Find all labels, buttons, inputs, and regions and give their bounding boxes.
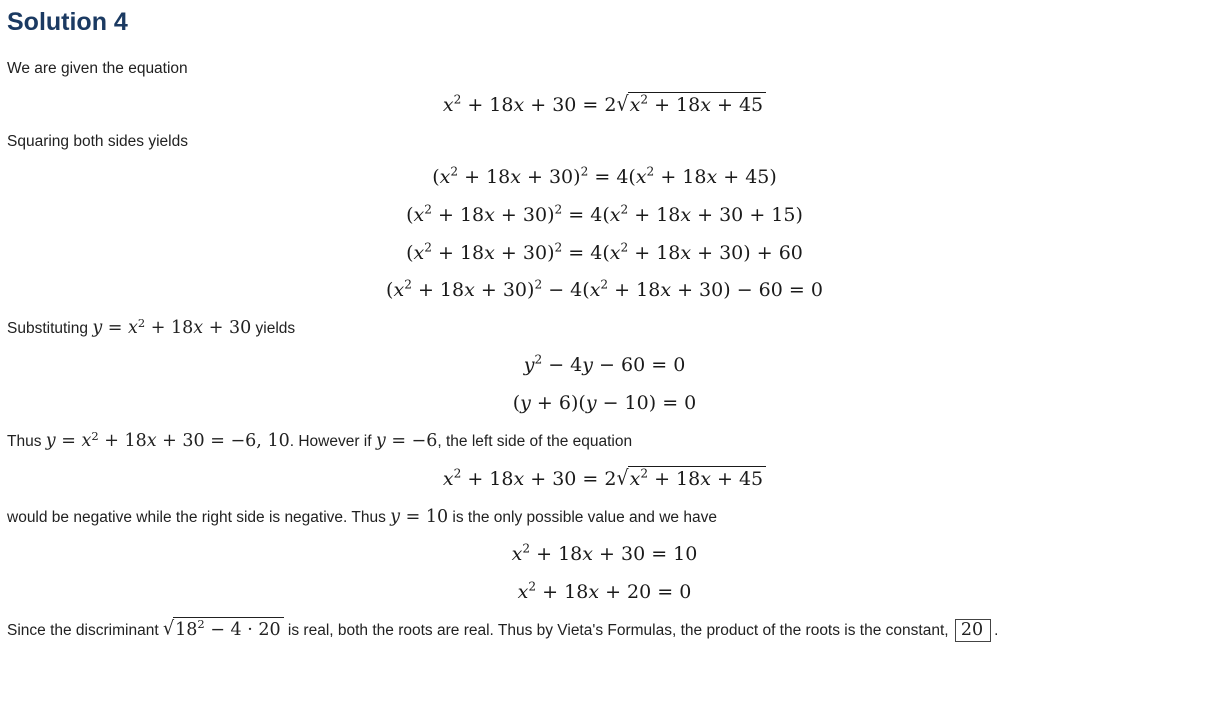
math-superscript: 2 (450, 165, 459, 179)
math-variable: x (193, 317, 204, 338)
math-number: 6 (245, 430, 257, 451)
math-superscript: 2 (424, 240, 432, 255)
math-operator: = (651, 580, 680, 603)
math-number: 18 (171, 317, 194, 338)
math-superscript: 2 (580, 165, 589, 179)
math-operator: + (717, 166, 746, 189)
math-operator: + (648, 467, 677, 490)
math-operator: ( (406, 203, 414, 226)
math-superscript: 2 (600, 277, 609, 292)
math-operator: + (203, 317, 229, 338)
intro-paragraph (7, 58, 1202, 80)
math-number: 30 (719, 241, 744, 264)
math-number: 4 (590, 203, 603, 226)
text-segment: yields (251, 319, 296, 337)
math-operator: · (241, 620, 259, 641)
sqrt-radical (616, 466, 766, 493)
equation-y-factored (7, 391, 1202, 417)
math-number: 10 (267, 430, 290, 451)
math-superscript: 2 (404, 277, 412, 292)
math-number: 0 (673, 354, 686, 377)
boxed-answer (955, 619, 991, 642)
math-operator: − (542, 354, 571, 377)
math-operator: ( (582, 279, 590, 302)
math-variable: x (700, 94, 711, 117)
math-operator: = (204, 430, 231, 451)
math-number: 4 (616, 166, 629, 189)
math-number: 30 (699, 279, 724, 302)
math-operator: ) (527, 279, 535, 302)
math-operator: + (458, 166, 487, 189)
math-number: 30 (552, 94, 577, 117)
math-number: 30 (620, 542, 646, 565)
math-variable: y (523, 354, 535, 377)
math-number: 20 (627, 580, 652, 603)
math-variable: x (588, 580, 600, 603)
math-operator: ( (386, 279, 394, 302)
radical-sign: √ (616, 465, 629, 490)
math-number: 18 (175, 620, 198, 641)
math-variable: x (513, 94, 525, 117)
math-operator: + (671, 279, 700, 302)
math-operator: ) (769, 166, 777, 189)
math-operator: + (536, 580, 565, 603)
math-number: 30 (552, 467, 577, 490)
math-superscript: 2 (528, 579, 537, 594)
math-operator: + (461, 94, 490, 117)
math-operator: − (593, 354, 621, 377)
equation-original (7, 92, 1202, 119)
math-number: 4 (570, 354, 583, 377)
math-operator: + (530, 542, 559, 565)
equation-squared (7, 165, 1202, 191)
math-operator: + (592, 542, 621, 565)
math-number: 30 (182, 430, 205, 451)
math-number: 20 (960, 620, 984, 641)
math-operator: + (431, 203, 460, 226)
math-operator: ) (795, 203, 803, 226)
math-number: 6 (558, 391, 571, 414)
math-operator: = (562, 241, 591, 264)
math-variable: x (629, 94, 641, 117)
math-number: 15 (771, 203, 796, 226)
math-operator: ( (512, 391, 521, 414)
text-segment: , the left side of the equation (437, 432, 633, 450)
math-operator: + (648, 94, 677, 117)
math-operator: = (782, 279, 811, 302)
math-variable: x (609, 241, 621, 264)
math-operator: + (628, 203, 657, 226)
text-segment: Squaring both sides yields (7, 132, 188, 150)
sqrt-radical (616, 92, 766, 119)
math-variable: x (660, 279, 672, 302)
math-number: 18 (676, 94, 701, 117)
math-number: 18 (676, 467, 701, 490)
math-variable: x (706, 166, 718, 189)
math-superscript: 2 (424, 202, 432, 217)
math-operator: + (691, 241, 720, 264)
math-operator: = (385, 430, 412, 451)
math-variable: y (582, 354, 593, 377)
math-operator: , (256, 430, 268, 451)
math-operator: = (576, 467, 605, 490)
math-number: 18 (636, 279, 661, 302)
math-number: 10 (624, 391, 649, 414)
math-operator: + (710, 94, 739, 117)
math-number: 18 (124, 430, 147, 451)
math-operator: + (494, 203, 523, 226)
math-operator: = (400, 506, 426, 527)
solution-heading: Solution 4 (7, 8, 128, 36)
math-operator: + (524, 94, 553, 117)
math-variable: x (700, 467, 711, 490)
equation-y-equals-10 (7, 542, 1202, 568)
math-operator: ( (406, 241, 414, 264)
math-number: 60 (758, 279, 783, 302)
math-variable: x (680, 203, 692, 226)
equation-split-constant (7, 203, 1202, 229)
math-superscript: 2 (137, 315, 146, 330)
math-operator: − (204, 620, 231, 641)
math-operator: + (743, 203, 772, 226)
math-operator: + (524, 467, 553, 490)
math-operator: − (730, 279, 759, 302)
math-number: 6 (426, 430, 438, 451)
math-superscript: 2 (640, 466, 649, 481)
radical-sign: √ (162, 618, 175, 640)
math-variable: x (128, 317, 138, 338)
math-number: 18 (489, 94, 514, 117)
math-number: 4 (230, 620, 242, 641)
squaring-paragraph (7, 131, 1202, 153)
math-number: 18 (564, 580, 589, 603)
math-operator: + (474, 279, 503, 302)
equation-final-quadratic (7, 580, 1202, 606)
math-number: 2 (604, 94, 617, 117)
math-operator: + (750, 241, 779, 264)
text-segment: is the only possible value and we have (448, 508, 717, 526)
math-number: 0 (679, 580, 692, 603)
math-superscript: 2 (453, 92, 462, 107)
math-superscript: 2 (91, 428, 99, 443)
substitution-paragraph (7, 316, 1202, 341)
math-number: 30 (548, 166, 574, 189)
math-operator: ( (602, 203, 610, 226)
equation-y-quadratic (7, 353, 1202, 379)
math-operator: = (588, 166, 617, 189)
math-operator: = (645, 354, 674, 377)
math-variable: x (413, 241, 425, 264)
math-operator: − (411, 430, 427, 451)
math-number: 18 (682, 166, 707, 189)
text-segment: . However if (289, 432, 376, 450)
math-operator: + (520, 166, 549, 189)
math-variable: x (393, 279, 405, 302)
math-operator: − (230, 430, 246, 451)
math-superscript: 2 (554, 240, 563, 255)
math-number: 18 (459, 203, 485, 226)
math-variable: x (510, 166, 521, 189)
text-segment: is real, both the roots are real. Thus by Vieta's Formulas, the product of the roots is the constant, (283, 622, 953, 640)
math-number: 10 (673, 542, 698, 565)
math-variable: x (484, 203, 495, 226)
math-variable: x (413, 203, 425, 226)
math-variable: y (390, 506, 401, 527)
math-operator: = (576, 94, 605, 117)
math-variable: x (513, 467, 525, 490)
case-analysis-paragraph (7, 429, 1202, 454)
math-number: 45 (738, 94, 764, 117)
math-operator: + (628, 241, 657, 264)
math-operator: ( (602, 241, 610, 264)
math-variable: x (635, 166, 647, 189)
math-operator: = (562, 203, 591, 226)
math-variable: y (585, 391, 597, 414)
math-variable: x (517, 580, 529, 603)
math-number: 4 (590, 241, 603, 264)
radicand (628, 92, 767, 119)
math-variable: x (629, 467, 641, 490)
math-variable: x (439, 166, 451, 189)
math-operator: = (645, 542, 674, 565)
math-operator: − (596, 391, 625, 414)
math-number: 0 (684, 391, 697, 414)
sqrt-radical (163, 617, 284, 643)
math-variable: y (92, 317, 103, 338)
math-operator: = (102, 317, 128, 338)
math-number: 0 (810, 279, 823, 302)
math-number: 18 (459, 241, 485, 264)
math-number: 60 (621, 354, 646, 377)
equation-quadratic-form (7, 278, 1202, 304)
math-operator: + (494, 241, 523, 264)
math-superscript: 2 (197, 617, 205, 632)
math-superscript: 2 (534, 352, 543, 367)
math-variable: y (375, 430, 386, 451)
solution-content (7, 8, 1202, 644)
math-superscript: 2 (620, 240, 629, 255)
math-operator: + (461, 467, 490, 490)
math-number: 30 (502, 279, 528, 302)
math-number: 18 (558, 542, 583, 565)
math-variable: x (442, 467, 454, 490)
math-operator: + (431, 241, 460, 264)
math-operator: ( (432, 166, 440, 189)
vieta-paragraph (7, 617, 1202, 643)
math-number: 2 (604, 467, 617, 490)
math-variable: y (45, 430, 56, 451)
equation-original-repeat (7, 466, 1202, 493)
math-operator: ) (573, 166, 581, 189)
math-operator: ( (628, 166, 636, 189)
text-segment: Since the discriminant (7, 622, 163, 640)
math-variable: x (511, 542, 523, 565)
math-operator: + (654, 166, 683, 189)
math-number: 4 (570, 279, 583, 302)
math-operator: + (608, 279, 637, 302)
math-number: 60 (778, 241, 803, 264)
math-superscript: 2 (646, 165, 655, 179)
math-operator: = (55, 430, 82, 451)
math-variable: y (520, 391, 531, 414)
math-superscript: 2 (620, 202, 629, 217)
math-operator: ) (547, 203, 555, 226)
math-operator: + (98, 430, 125, 451)
math-operator: + (145, 317, 171, 338)
conclusion-paragraph (7, 505, 1202, 530)
math-variable: x (582, 542, 593, 565)
text-segment: . (994, 622, 999, 640)
math-operator: ) (723, 279, 731, 302)
math-number: 18 (656, 203, 681, 226)
radicand (628, 466, 767, 493)
math-number: 45 (745, 166, 770, 189)
math-variable: x (680, 241, 692, 264)
math-operator: + (530, 391, 559, 414)
math-superscript: 2 (453, 466, 462, 481)
math-operator: + (599, 580, 628, 603)
radicand (173, 617, 284, 643)
math-operator: − (542, 279, 571, 302)
math-number: 30 (522, 241, 548, 264)
math-variable: x (609, 203, 621, 226)
math-number: 18 (656, 241, 681, 264)
math-number: 20 (258, 620, 281, 641)
radical-sign: √ (616, 92, 629, 117)
math-variable: x (81, 430, 92, 451)
math-operator: + (156, 430, 183, 451)
text-segment: would be negative while the right side is negative. Thus (7, 508, 391, 526)
math-operator: ) (547, 241, 555, 264)
math-variable: x (589, 279, 601, 302)
math-variable: x (146, 430, 157, 451)
math-variable: x (464, 279, 475, 302)
math-operator: ) (743, 241, 751, 264)
math-number: 30 (719, 203, 744, 226)
math-operator: + (691, 203, 720, 226)
math-number: 18 (439, 279, 465, 302)
math-operator: + (710, 467, 739, 490)
math-number: 30 (522, 203, 548, 226)
equation-distributed (7, 241, 1202, 267)
math-superscript: 2 (640, 92, 649, 107)
math-number: 30 (228, 317, 252, 338)
math-operator: = (656, 391, 685, 414)
math-number: 18 (486, 166, 511, 189)
math-number: 18 (489, 467, 514, 490)
math-number: 45 (738, 467, 764, 490)
text-segment: Substituting (7, 319, 93, 337)
math-superscript: 2 (554, 202, 563, 217)
math-superscript: 2 (522, 541, 531, 556)
math-operator: )( (570, 391, 586, 414)
math-superscript: 2 (534, 277, 543, 292)
text-segment: We are given the equation (7, 59, 188, 77)
math-variable: x (442, 94, 454, 117)
math-operator: ) (648, 391, 657, 414)
math-variable: x (484, 241, 495, 264)
math-operator: + (411, 279, 440, 302)
text-segment: Thus (7, 432, 46, 450)
math-number: 10 (425, 506, 449, 527)
